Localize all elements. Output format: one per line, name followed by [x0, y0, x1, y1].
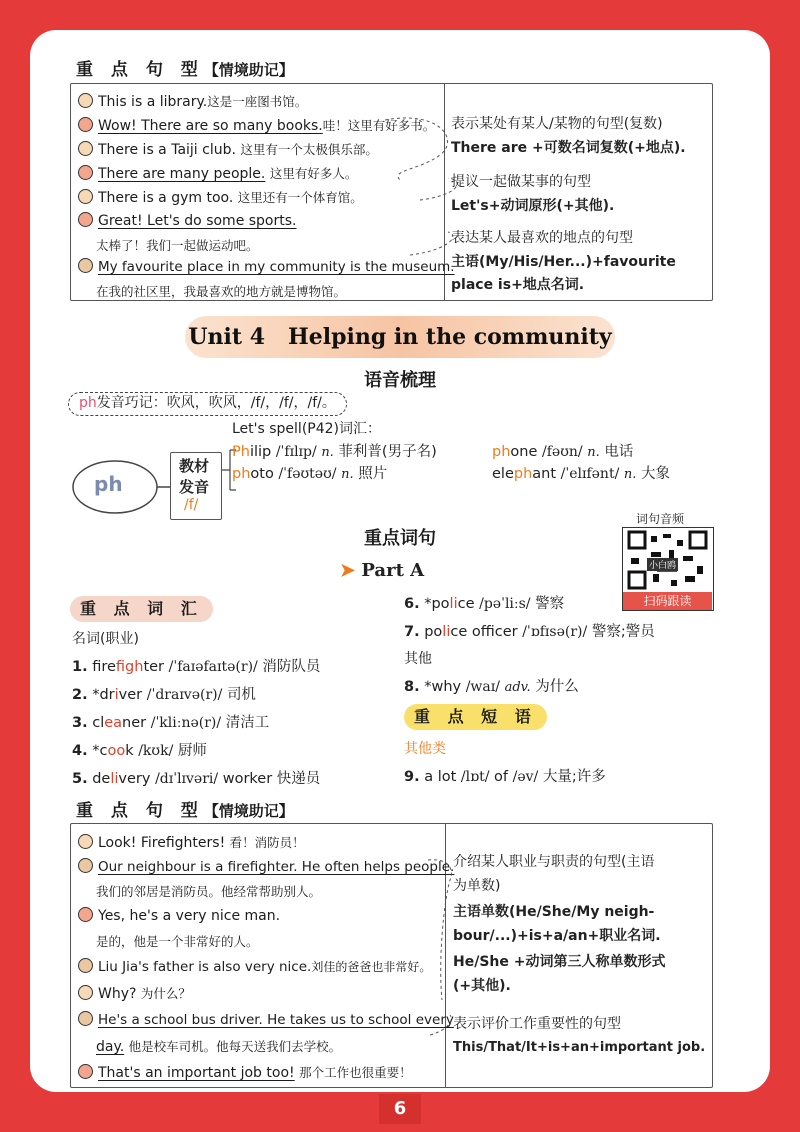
dialog-line: 我们的邻居是消防员。他经常帮助别人。: [96, 884, 322, 899]
note-favourite-desc: 表达某人最喜欢的地点的句型: [451, 230, 633, 246]
note-job-pattern-3: He/She +动词第三人称单数形式: [453, 954, 666, 970]
boy-icon: [78, 189, 93, 204]
top-section-title-text: 重 点 句 型: [76, 60, 204, 80]
paper-plane-icon: ➤: [340, 560, 356, 581]
dialog-line: This is a library.这是一座图书馆。: [78, 92, 307, 110]
phrase-a-lot-of: 9. a lot /lɒt/ of /əv/ 大量;许多: [404, 769, 606, 785]
top-section-title: [76, 55, 294, 80]
sound-box-line2: 发音: [179, 478, 210, 496]
unit-number: Unit 4: [188, 324, 265, 350]
note-plural-desc: 表示某处有某人/某物的句型(复数): [451, 116, 663, 132]
dialog-line: Yes, he's a very nice man.: [78, 907, 280, 924]
boy-icon: [78, 985, 93, 1000]
page-number: 6: [379, 1094, 421, 1124]
part-a-heading: ➤ Part A: [340, 560, 425, 581]
sound-box-line1: 教材: [179, 457, 210, 475]
phonics-word-elephant: elephant /ˈelɪfənt/ n. 大象: [492, 466, 671, 482]
dialog-line: Why? 为什么？: [78, 984, 191, 1002]
vocab-item-cook: 4. *cook /kʊk/ 厨师: [72, 743, 207, 759]
dialog-line: 太棒了！我们一起做运动吧。: [96, 238, 259, 253]
dialog-line: Liu Jia's father is also very nice.刘佳的爸爸也非常好。: [78, 958, 431, 975]
key-words-title: 重点词句: [364, 528, 436, 549]
boy-icon: [78, 834, 93, 849]
vocab-item-delivery: 5. delivery /dɪˈlɪvəri/ worker 快递员: [72, 771, 321, 787]
phonics-word-philip: Philip /ˈfɪlɪp/ n. 菲利普(男子名): [232, 444, 437, 460]
dialog-line: Our neighbour is a firefighter. He often helps people.: [78, 858, 454, 875]
note-job-pattern-1: 主语单数(He/She/My neigh-: [453, 904, 655, 920]
vocab-tag: 重 点 词 汇: [70, 596, 213, 622]
qr-label: 词句音频: [636, 512, 685, 526]
lets-spell-label: Let's spell(P42)词汇：: [232, 421, 382, 437]
bottom-section-bracket: 【情境助记】: [203, 802, 294, 820]
phrase-category: 其他类: [404, 741, 446, 757]
note-job-pattern-2: bour/...)+is+a/an+职业名词.: [453, 928, 661, 944]
sound-box-sound: /f/: [184, 497, 199, 513]
note-lets-pattern: Let's+动词原形(+其他).: [451, 198, 615, 214]
phonics-word-phone: phone /fəʊn/ n. 电话: [492, 444, 634, 460]
note-lets-desc: 提议一起做某事的句型: [451, 174, 591, 190]
girl-icon: [78, 907, 93, 922]
note-favourite-pattern-1: 主语(My/His/Her...)+favourite: [451, 254, 676, 270]
vocab-item-police: 6. *police /pəˈliːs/ 警察: [404, 596, 565, 612]
man-icon: [78, 958, 93, 973]
vocab-item-firefighter: 1. firefighter /ˈfaɪəfaɪtə(r)/ 消防队员: [72, 659, 321, 675]
dialog-line: That's an important job too! 那个工作也很重要！: [78, 1063, 412, 1081]
girl-icon: [78, 1064, 93, 1079]
ph-graphic-label: ph: [94, 472, 123, 496]
dialog-line: There is a gym too. 这里还有一个体育馆。: [78, 188, 363, 206]
boy-icon: [78, 141, 93, 156]
note-importance-desc: 表示评价工作重要性的句型: [453, 1016, 621, 1032]
note-importance-pattern: This/That/It+is+an+important job.: [453, 1040, 706, 1055]
vocab-other-label: 其他: [404, 651, 432, 667]
phrase-tag: 重 点 短 语: [404, 704, 547, 730]
dialog-line: My favourite place in my community is the museum.: [78, 258, 455, 275]
girl-icon: [78, 212, 93, 227]
dialog-line: day. 他是校车司机。他每天送我们去学校。: [96, 1039, 342, 1055]
vocab-category: 名词(职业): [72, 631, 139, 647]
scan-button[interactable]: 扫码跟读: [623, 592, 712, 610]
note-job-desc-1: 介绍某人职业与职责的句型(主语: [453, 854, 655, 870]
phonics-word-photo: photo /ˈfəʊtəʊ/ n. 照片: [232, 466, 388, 482]
top-section-bracket: 【情境助记】: [203, 61, 294, 79]
qr-brand: 小白鸥: [647, 558, 678, 571]
dialog-line: Wow! There are so many books.哇！这里有好多书。: [78, 116, 435, 134]
vocab-item-cleaner: 3. cleaner /ˈkliːnə(r)/ 清洁工: [72, 715, 270, 731]
dialog-line: Look! Firefighters! 看！消防员！: [78, 833, 305, 851]
man-icon: [78, 258, 93, 273]
unit-banner: [185, 316, 615, 358]
girl-icon: [78, 117, 93, 132]
girl-icon: [78, 165, 93, 180]
note-job-desc-2: 为单数): [453, 878, 501, 894]
unit-name: Helping in the community: [287, 324, 612, 350]
note-favourite-pattern-2: place is+地点名词.: [451, 277, 585, 293]
vocab-item-why: 8. *why /waɪ/ adv. 为什么: [404, 679, 579, 695]
bottom-section-title: [76, 796, 294, 821]
dialog-line: He's a school bus driver. He takes us to school every: [78, 1011, 454, 1028]
vocab-item-driver: 2. *driver /ˈdraɪvə(r)/ 司机: [72, 687, 256, 703]
man-icon: [78, 1011, 93, 1026]
phonics-title: 语音梳理: [364, 370, 436, 391]
phonics-tip: ph发音巧记：吹风，吹风，/f/，/f/，/f/。: [68, 392, 347, 416]
dialog-line: 在我的社区里，我最喜欢的地方就是博物馆。: [96, 284, 347, 299]
boy-icon: [78, 93, 93, 108]
dialog-line: There are many people. 这里有好多人。: [78, 164, 357, 182]
qr-code-icon[interactable]: [622, 527, 714, 611]
dialog-line: Great! Let's do some sports.: [78, 212, 297, 229]
note-job-pattern-4: (+其他).: [453, 978, 511, 994]
man-icon: [78, 858, 93, 873]
dialog-line: 是的，他是一个非常好的人。: [96, 934, 259, 949]
vocab-item-police-officer: 7. police officer /ˈɒfɪsə(r)/ 警察;警员: [404, 624, 655, 640]
note-plural-pattern: There are +可数名词复数(+地点).: [451, 140, 686, 156]
dialog-line: There is a Taiji club. 这里有一个太极俱乐部。: [78, 140, 378, 158]
bottom-section-title-text: 重 点 句 型: [76, 801, 204, 821]
